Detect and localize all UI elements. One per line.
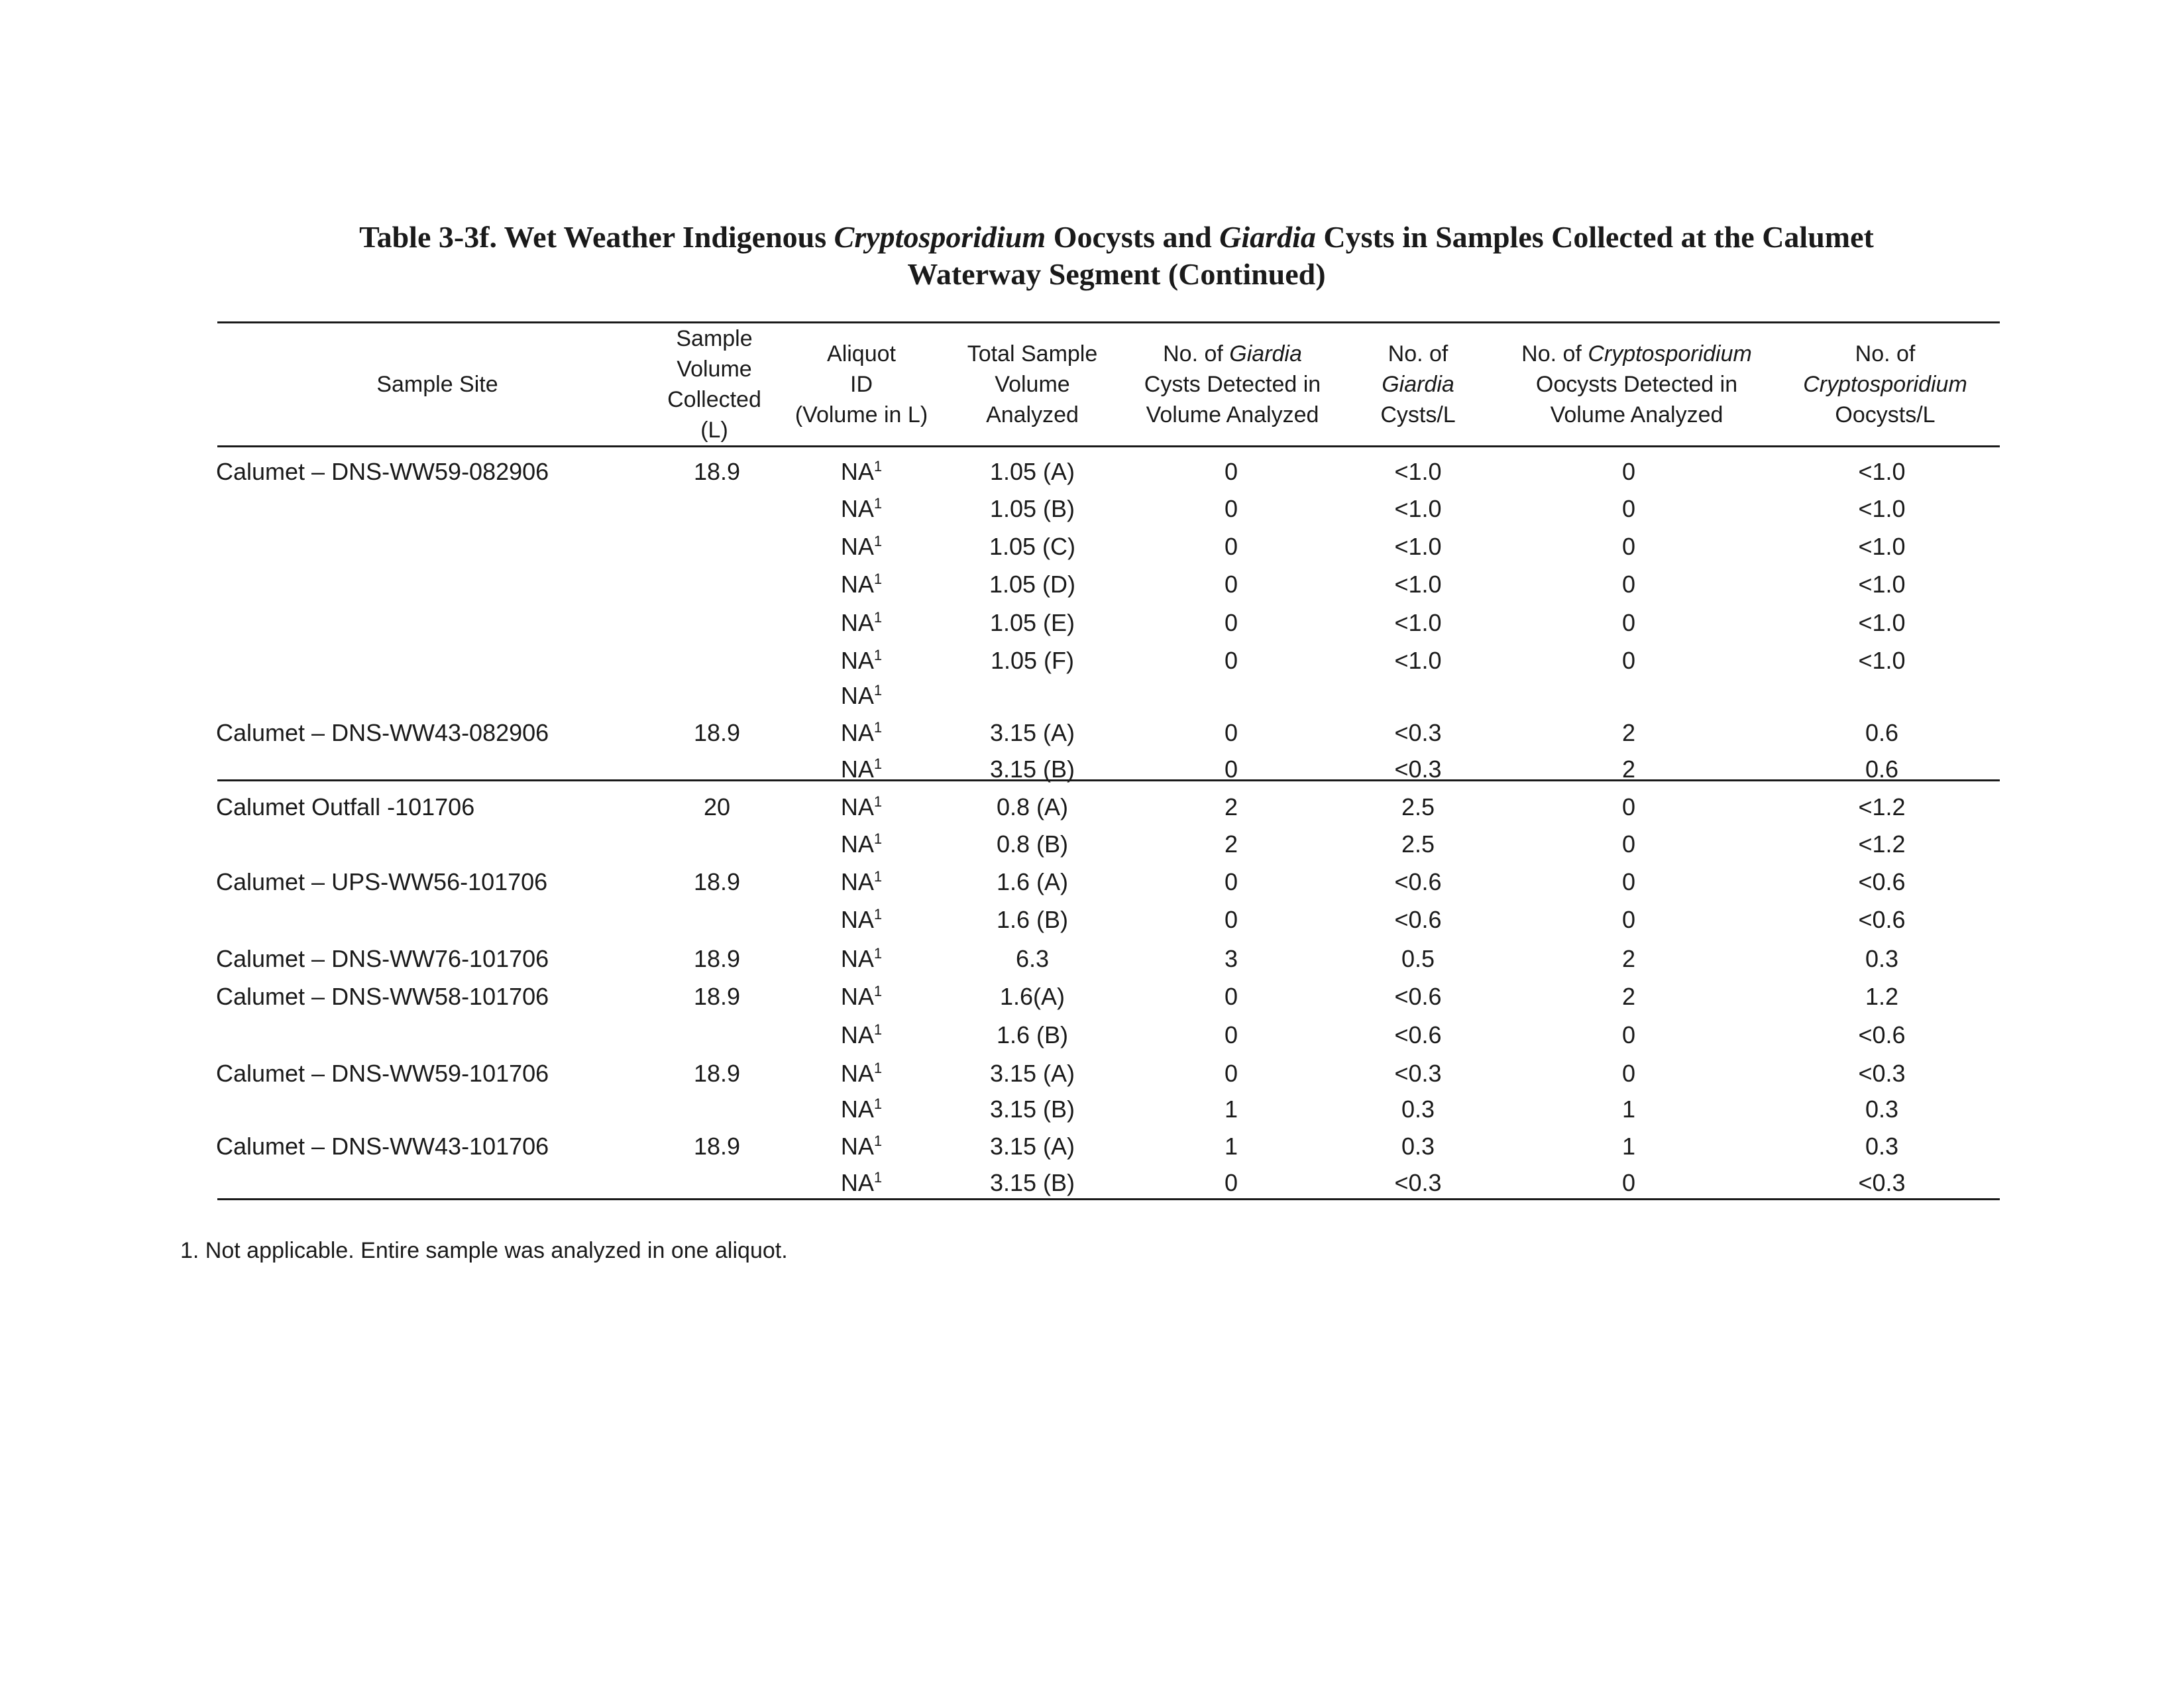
cell-sample-site: Calumet – DNS-WW43-101706 (216, 1133, 549, 1160)
header-aliquot-id: Aliquot ID (Volume in L) (794, 341, 928, 427)
cell-giardia-per-l: <1.0 (1394, 609, 1442, 636)
cell-aliquot-id: $NA^1$ (840, 1133, 883, 1160)
cell-crypto-detected: 0 (1621, 1169, 1636, 1196)
cell-crypto-per-l: <0.6 (1858, 1021, 1906, 1048)
cell-crypto-per-l: <1.2 (1858, 793, 1906, 820)
cell-total-volume: 1.6 (B) (996, 1021, 1069, 1048)
header-giardia-per-l: No. of Giardia Cysts/L (1380, 341, 1456, 427)
cell-total-volume: 3.15 (A) (989, 1133, 1075, 1160)
cell-aliquot-id: $NA^1$ (840, 495, 883, 522)
cell-giardia-per-l: <0.6 (1394, 1021, 1442, 1048)
cell-aliquot-id: $NA^1$ (840, 756, 883, 783)
cell-giardia-detected: 0 (1224, 1060, 1238, 1087)
cell-crypto-per-l: <1.0 (1858, 609, 1906, 636)
cell-sample-site: Calumet – DNS-WW59-082906 (216, 458, 549, 485)
cell-crypto-detected: 0 (1621, 458, 1636, 485)
cell-volume-collected: 20 (703, 793, 731, 820)
footnote-marker: 1 (873, 945, 883, 962)
cell-crypto-detected: 0 (1621, 495, 1636, 522)
title-line-2: Waterway Segment (Continued) (907, 257, 1326, 291)
table-title (219, 219, 2014, 293)
cell-aliquot-id: $NA^1$ (840, 1060, 883, 1087)
footnote-marker: 1 (873, 983, 883, 999)
footnote-marker: 1 (873, 647, 883, 663)
cell-crypto-detected: 0 (1621, 1060, 1636, 1087)
cell-sample-site: Calumet – DNS-WW76-101706 (216, 945, 549, 972)
cell-aliquot-id: $NA^1$ (840, 1169, 883, 1196)
cell-giardia-detected: 0 (1224, 609, 1238, 636)
cell-crypto-per-l: <0.3 (1858, 1169, 1906, 1196)
cell-crypto-per-l: <1.0 (1858, 533, 1906, 560)
cell-total-volume: 6.3 (1015, 945, 1050, 972)
footnote-marker: 1 (873, 609, 883, 626)
cell-crypto-detected: 2 (1621, 719, 1636, 746)
cell-volume-collected: 18.9 (693, 945, 741, 972)
cell-volume-collected: 18.9 (693, 983, 741, 1010)
cell-giardia-per-l: <0.3 (1394, 719, 1442, 746)
cell-giardia-detected: 0 (1224, 647, 1238, 674)
footnote-marker: 1 (873, 1021, 883, 1038)
cell-total-volume: 3.15 (A) (989, 1060, 1075, 1087)
cell-crypto-detected: 0 (1621, 868, 1636, 895)
cell-giardia-per-l: <1.0 (1394, 647, 1442, 674)
cell-giardia-per-l: 2.5 (1401, 793, 1435, 820)
cell-crypto-per-l: 0.6 (1865, 719, 1899, 746)
cell-aliquot-id: $NA^1$ (840, 609, 883, 636)
cell-total-volume: 1.05 (B) (989, 495, 1075, 522)
cell-crypto-per-l: <0.6 (1858, 906, 1906, 933)
cell-giardia-detected: 0 (1224, 906, 1238, 933)
cell-crypto-detected: 0 (1621, 571, 1636, 598)
cell-total-volume: 0.8 (B) (996, 830, 1069, 858)
cell-giardia-detected: 1 (1224, 1133, 1238, 1160)
cell-crypto-detected: 0 (1621, 533, 1636, 560)
cell-volume-collected: 18.9 (693, 458, 741, 485)
cell-crypto-detected: 2 (1621, 945, 1636, 972)
cell-aliquot-id: $NA^1$ (840, 868, 883, 895)
cell-giardia-detected: 2 (1224, 793, 1238, 820)
cell-aliquot-id: $NA^1$ (840, 719, 883, 746)
cell-crypto-detected: 2 (1621, 756, 1636, 783)
header-giardia-detected: No. of Giardia Cysts Detected in Volume Analyzed (1144, 341, 1321, 427)
cell-volume-collected: 18.9 (693, 719, 741, 746)
cell-total-volume: 1.6 (A) (996, 868, 1069, 895)
footnote-marker: 1 (873, 495, 883, 512)
top-rule (217, 321, 2000, 323)
cell-giardia-per-l: <0.6 (1394, 906, 1442, 933)
cell-crypto-per-l: 0.3 (1865, 945, 1899, 972)
cell-sample-site: Calumet – UPS-WW56-101706 (216, 868, 548, 895)
cell-total-volume: 3.15 (B) (989, 1096, 1075, 1123)
cell-sample-site: Calumet – DNS-WW58-101706 (216, 983, 549, 1010)
header-crypto-detected: No. of Cryptosporidium Oocysts Detected in Volume Analyzed (1521, 341, 1752, 427)
cell-giardia-detected: 0 (1224, 533, 1238, 560)
cell-aliquot-id: $NA^1$ (840, 906, 883, 933)
cell-crypto-per-l: <1.0 (1858, 647, 1906, 674)
cell-aliquot-id: $NA^1$ (840, 1021, 883, 1048)
cell-giardia-per-l: 0.3 (1401, 1133, 1435, 1160)
cell-aliquot-id: $NA^1$ (840, 793, 883, 820)
footnote: 1. Not applicable. Entire sample was analyzed in one aliquot. (180, 1238, 788, 1263)
cell-total-volume: 3.15 (A) (989, 719, 1075, 746)
cell-volume-collected: 18.9 (693, 1060, 741, 1087)
cell-crypto-detected: 0 (1621, 647, 1636, 674)
cell-aliquot-id: $NA^1$ (840, 647, 883, 674)
cell-crypto-detected: 0 (1621, 609, 1636, 636)
header-total-volume: Total Sample Volume Analyzed (967, 341, 1098, 427)
cell-aliquot-id: $NA^1$ (840, 945, 883, 972)
cell-crypto-per-l: <1.0 (1858, 458, 1906, 485)
cell-giardia-per-l: <0.3 (1394, 1169, 1442, 1196)
cell-crypto-per-l: 0.6 (1865, 756, 1899, 783)
section-rule (217, 779, 2000, 781)
cell-crypto-detected: 2 (1621, 983, 1636, 1010)
cell-giardia-detected: 0 (1224, 571, 1238, 598)
cell-giardia-detected: 0 (1224, 495, 1238, 522)
cell-crypto-per-l: 0.3 (1865, 1096, 1899, 1123)
cell-giardia-detected: 0 (1224, 868, 1238, 895)
cell-giardia-per-l: <1.0 (1394, 495, 1442, 522)
cell-sample-site: Calumet – DNS-WW59-101706 (216, 1060, 549, 1087)
cell-crypto-per-l: <0.3 (1858, 1060, 1906, 1087)
footnote-marker: 1 (873, 1096, 883, 1112)
title-line-1: Table 3-3f. Wet Weather Indigenous Cryptosporidium Oocysts and Giardia Cysts in Samples Collected at the Calumet (359, 220, 1874, 254)
footnote-marker: 1 (873, 906, 883, 923)
bottom-rule (217, 1198, 2000, 1200)
cell-aliquot-id: $NA^1$ (840, 458, 883, 485)
cell-aliquot-id: $NA^1$ (840, 830, 883, 858)
cell-crypto-per-l: 1.2 (1865, 983, 1899, 1010)
cell-sample-site: Calumet – DNS-WW43-082906 (216, 719, 549, 746)
cell-crypto-per-l: <1.0 (1858, 495, 1906, 522)
cell-giardia-detected: 2 (1224, 830, 1238, 858)
footnote-marker: 1 (873, 682, 883, 699)
cell-crypto-detected: 1 (1621, 1133, 1636, 1160)
cell-giardia-detected: 0 (1224, 1021, 1238, 1048)
header-volume-collected: Sample Volume Collected (L) (667, 326, 761, 443)
cell-giardia-per-l: <0.3 (1394, 1060, 1442, 1087)
cell-aliquot-id: $NA^1$ (840, 533, 883, 560)
cell-crypto-detected: 0 (1621, 1021, 1636, 1048)
cell-giardia-detected: 0 (1224, 458, 1238, 485)
cell-total-volume: 1.05 (C) (989, 533, 1076, 560)
cell-crypto-per-l: <1.0 (1858, 571, 1906, 598)
cell-total-volume: 1.05 (D) (989, 571, 1076, 598)
cell-total-volume: 1.6(A) (999, 983, 1065, 1010)
cell-crypto-per-l: 0.3 (1865, 1133, 1899, 1160)
header-sample-site: Sample Site (376, 372, 498, 397)
cell-giardia-per-l: 2.5 (1401, 830, 1435, 858)
cell-giardia-per-l: 0.5 (1401, 945, 1435, 972)
footnote-marker: 1 (873, 1169, 883, 1186)
cell-giardia-per-l: <1.0 (1394, 533, 1442, 560)
cell-crypto-detected: 0 (1621, 793, 1636, 820)
cell-total-volume: 1.05 (F) (990, 647, 1075, 674)
footnote-marker: 1 (873, 1060, 883, 1076)
footnote-marker: 1 (873, 868, 883, 885)
cell-giardia-detected: 0 (1224, 983, 1238, 1010)
cell-giardia-per-l: <0.6 (1394, 983, 1442, 1010)
cell-giardia-detected: 0 (1224, 719, 1238, 746)
cell-total-volume: 1.05 (E) (989, 609, 1075, 636)
cell-crypto-per-l: <0.6 (1858, 868, 1906, 895)
cell-aliquot-id: $NA^1$ (840, 571, 883, 598)
cell-giardia-per-l: <1.0 (1394, 571, 1442, 598)
cell-giardia-detected: 0 (1224, 756, 1238, 783)
cell-crypto-detected: 1 (1621, 1096, 1636, 1123)
cell-giardia-detected: 0 (1224, 1169, 1238, 1196)
footnote-marker: 1 (873, 793, 883, 810)
header-rule (217, 445, 2000, 447)
cell-aliquot-id: $NA^1$ (840, 983, 883, 1010)
cell-volume-collected: 18.9 (693, 1133, 741, 1160)
cell-crypto-detected: 0 (1621, 906, 1636, 933)
cell-sample-site: Calumet Outfall -101706 (216, 793, 475, 820)
cell-giardia-per-l: <0.3 (1394, 756, 1442, 783)
cell-aliquot-id: $NA^1$ (840, 682, 883, 709)
footnote-marker: 1 (873, 458, 883, 475)
cell-total-volume: 1.05 (A) (989, 458, 1075, 485)
cell-volume-collected: 18.9 (693, 868, 741, 895)
cell-giardia-per-l: <1.0 (1394, 458, 1442, 485)
footnote-marker: 1 (873, 830, 883, 847)
cell-aliquot-id: $NA^1$ (840, 1096, 883, 1123)
cell-giardia-detected: 1 (1224, 1096, 1238, 1123)
cell-total-volume: 1.6 (B) (996, 906, 1069, 933)
footnote-marker: 1 (873, 533, 883, 549)
footnote-marker: 1 (873, 756, 883, 772)
cell-crypto-per-l: <1.2 (1858, 830, 1906, 858)
cell-total-volume: 3.15 (B) (989, 1169, 1075, 1196)
cell-crypto-detected: 0 (1621, 830, 1636, 858)
footnote-marker: 1 (873, 719, 883, 736)
footnote-marker: 1 (873, 571, 883, 587)
footnote-marker: 1 (873, 1133, 883, 1149)
cell-giardia-per-l: 0.3 (1401, 1096, 1435, 1123)
cell-total-volume: 3.15 (B) (989, 756, 1075, 783)
header-crypto-per-l: No. of Cryptosporidium Oocysts/L (1803, 341, 1967, 427)
cell-total-volume: 0.8 (A) (996, 793, 1069, 820)
cell-giardia-per-l: <0.6 (1394, 868, 1442, 895)
cell-giardia-detected: 3 (1224, 945, 1238, 972)
